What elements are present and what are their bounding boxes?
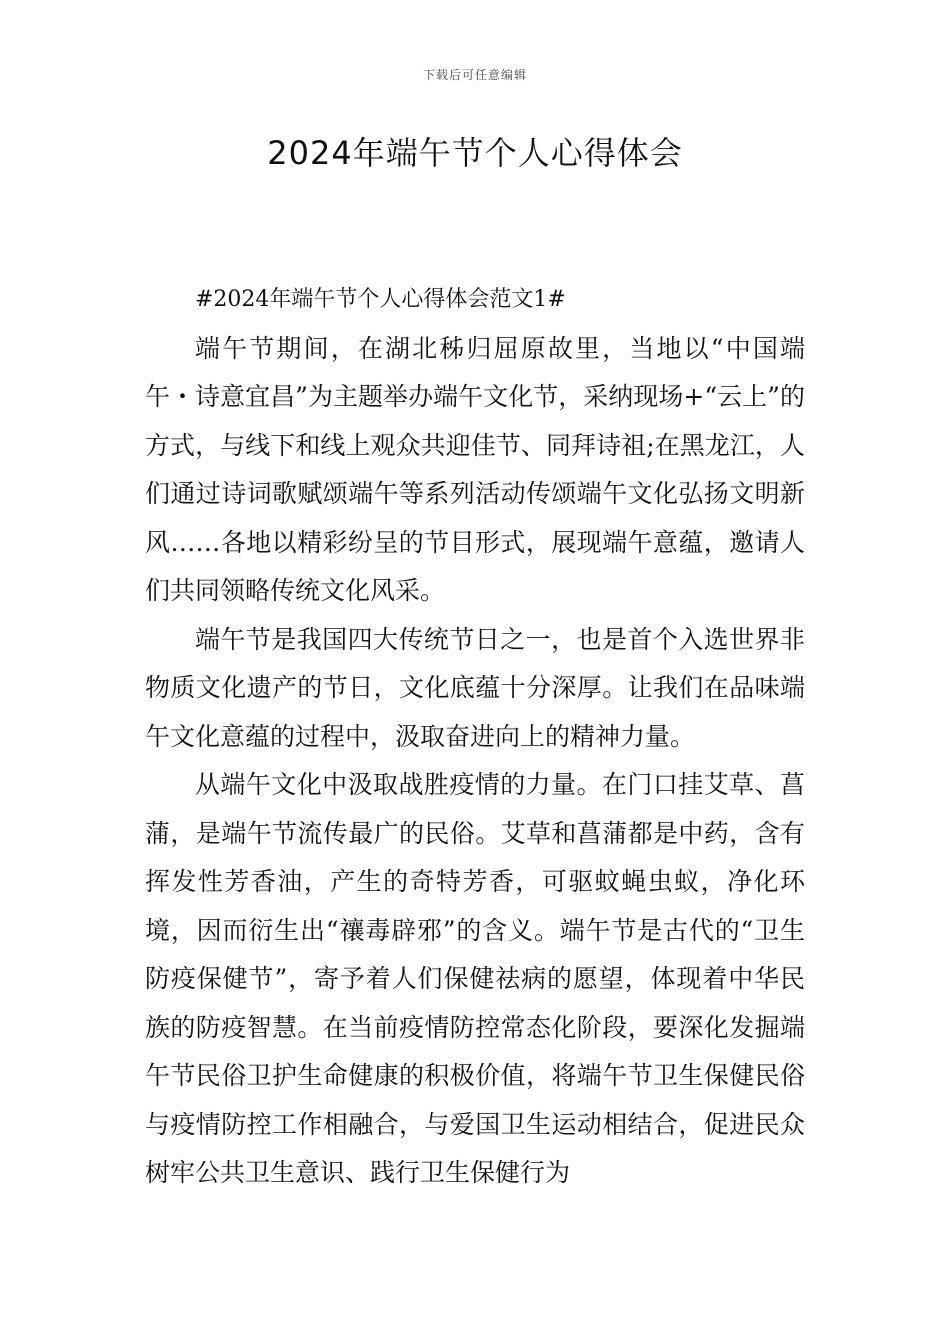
document-title: 2024年端午节个人心得体会 [267, 134, 683, 172]
header-note: 下载后可任意编辑 [422, 68, 527, 82]
paragraph: 端午节期间，在湖北秭归屈原故里，当地以“中国端午・诗意宜昌”为主题举办端午文化节，采纳现场+“云上”的方式，与线下和线上观众共迎佳节、同拜诗祖;在黑龙江，人们通过诗词歌赋颂端午等系列活动传颂端午文化弘扬文明新风……各地以精彩纷呈的节目形式，展现端午意蕴，邀请人们共同领略传统文化风采。 [145, 333, 805, 605]
paragraph: 从端午文化中汲取战胜疫情的力量。在门口挂艾草、菖蒲，是端午节流传最广的民俗。艾草和菖蒲都是中药，含有挥发性芳香油，产生的奇特芳香，可驱蚊蝇虫蚁，净化环境，因而衍生出“禳毒辟邪”的含义。端午节是古代的“卫生防疫保健节”，寄予着人们保健祛病的愿望，体现着中华民族的防疫智慧。在当前疫情防控常态化阶段，要深化发掘端午节民俗卫护生命健康的积极价值，将端午节卫生保健民俗与疫情防控工作相融合，与爱国卫生运动相结合，促进民众树牢公共卫生意识、践行卫生保健行为 [145, 770, 805, 1187]
section-heading: #2024年端午节个人心得体会范文1# [195, 287, 566, 312]
paragraph: 端午节是我国四大传统节日之一，也是首个入选世界非物质文化遗产的节日，文化底蕴十分深厚。让我们在品味端午文化意蕴的过程中，汲取奋进向上的精神力量。 [145, 624, 805, 751]
document-body [145, 276, 805, 1198]
